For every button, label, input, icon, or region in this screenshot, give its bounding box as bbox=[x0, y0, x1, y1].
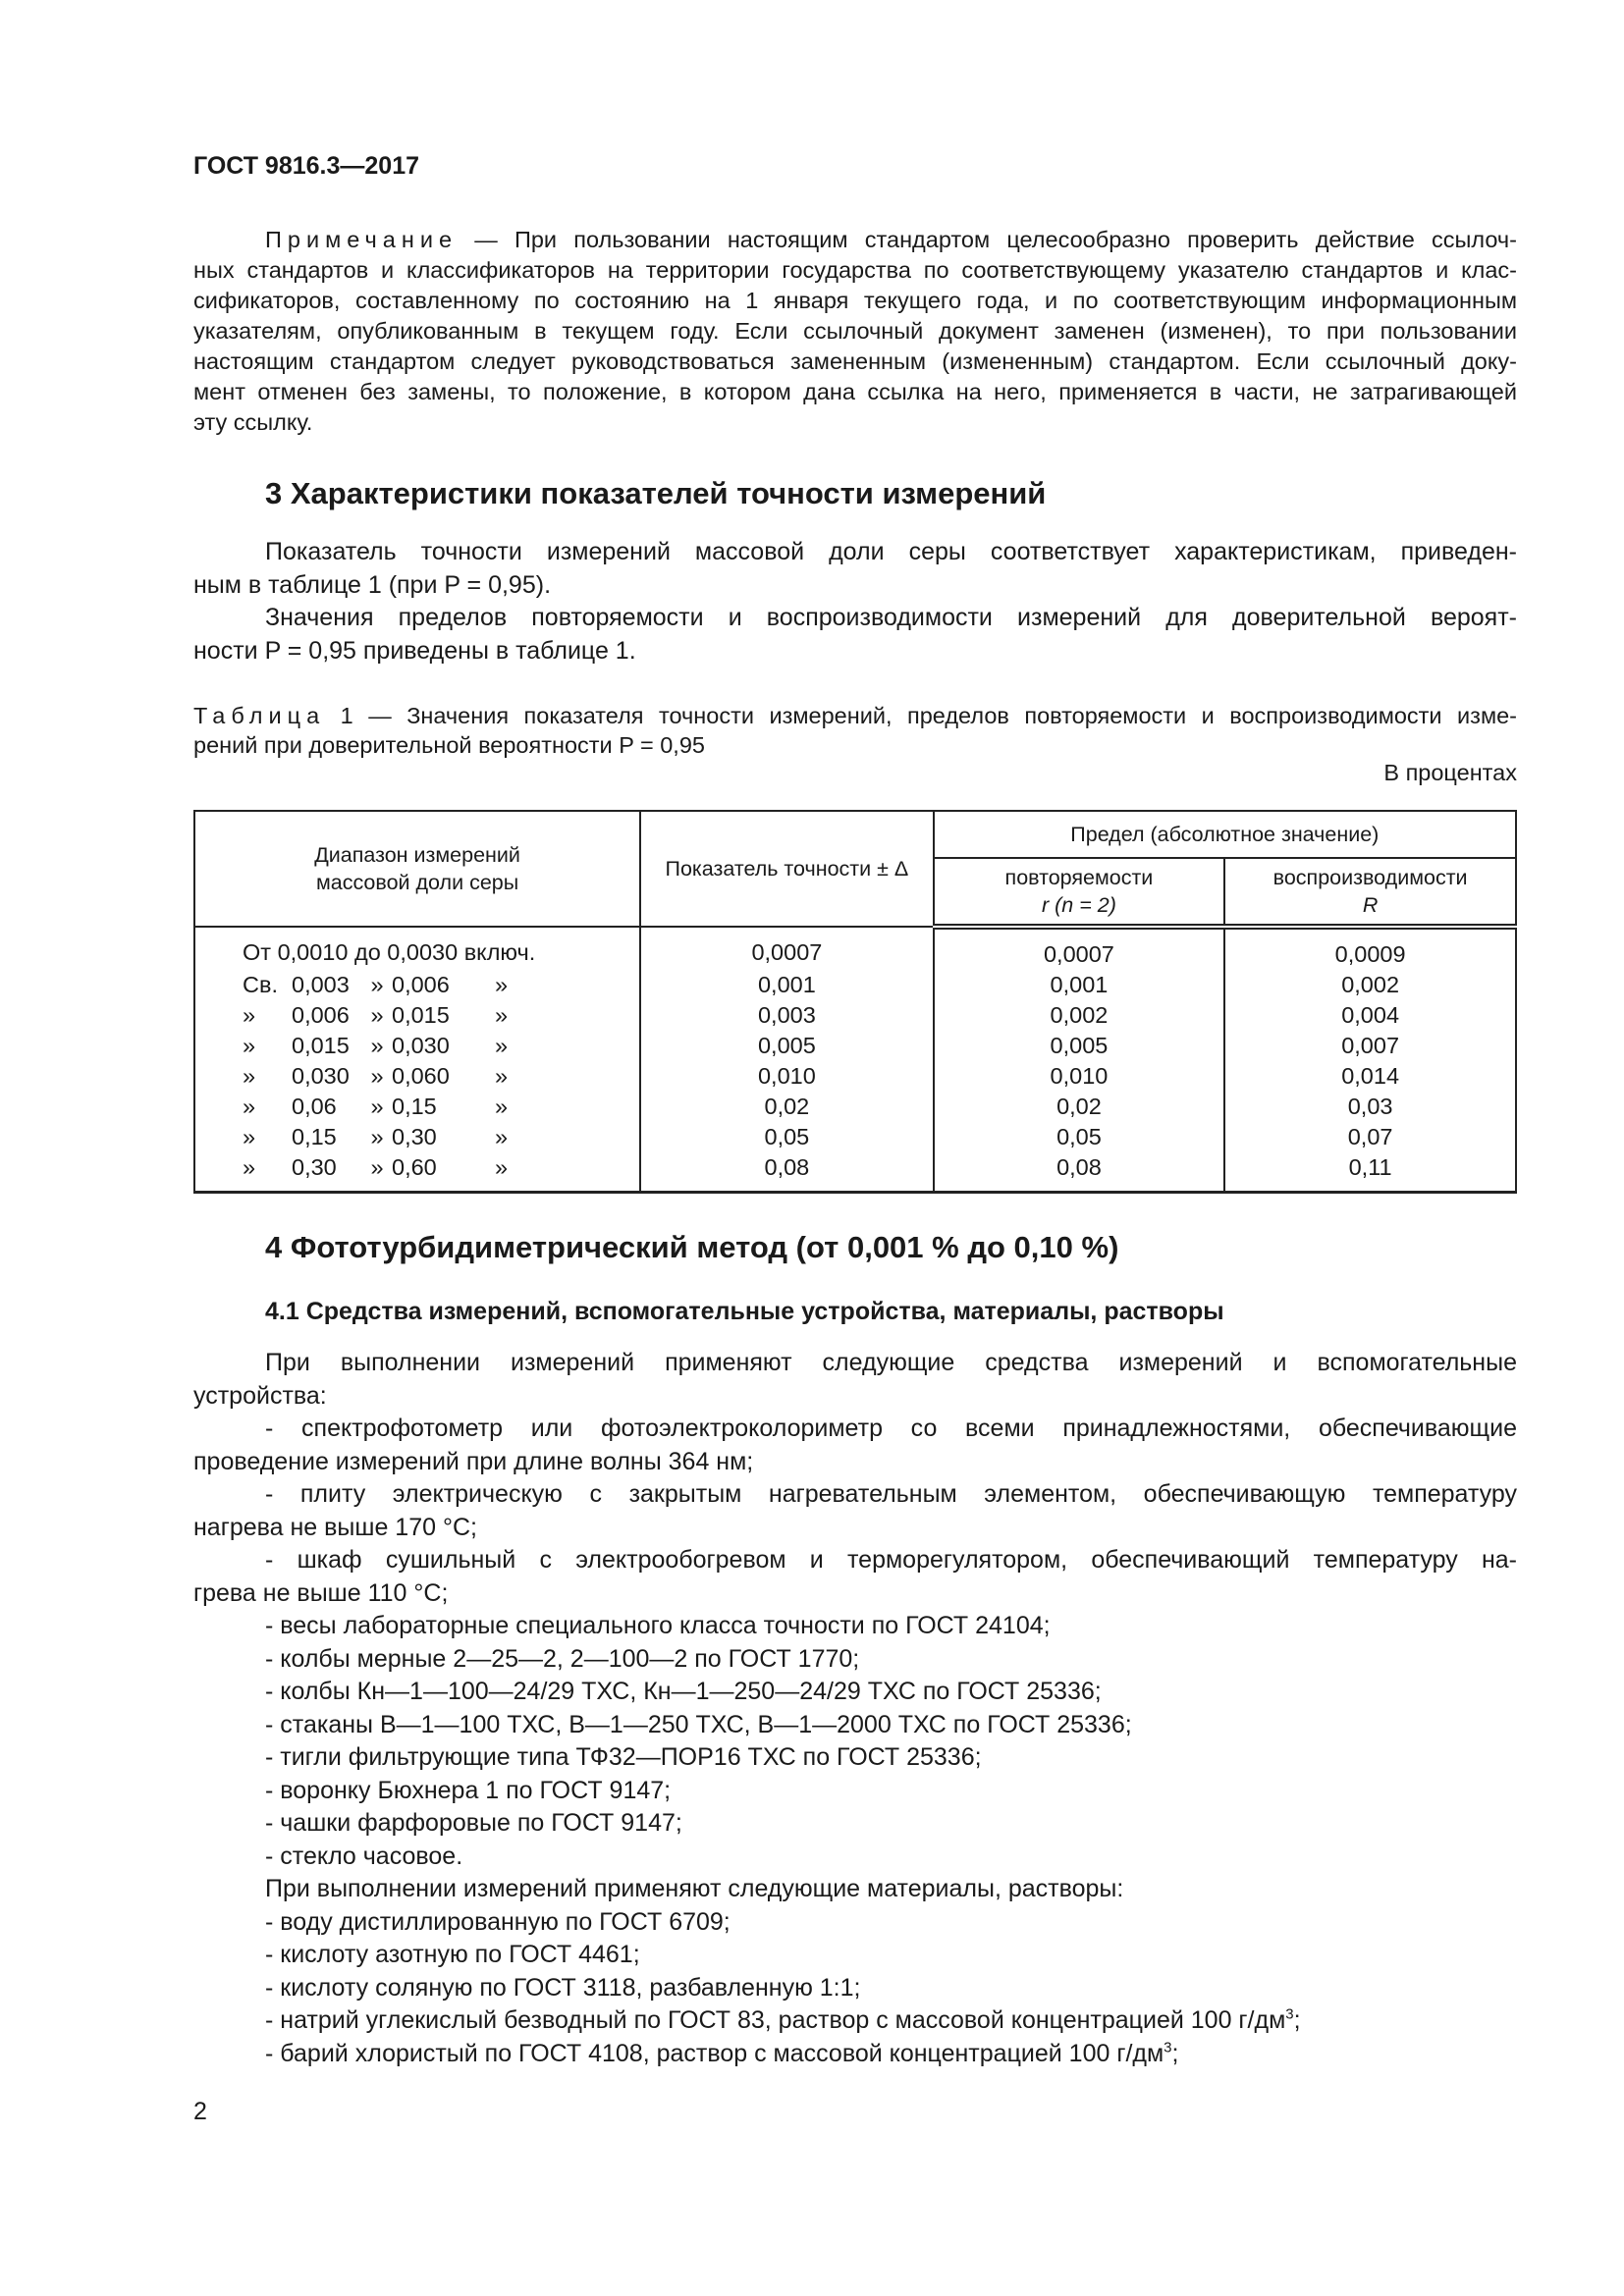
header-range: Диапазон измерений массовой доли серы bbox=[194, 811, 640, 927]
range-sep: » bbox=[370, 1154, 384, 1180]
range-pre: » bbox=[243, 1094, 256, 1119]
text-line bbox=[193, 2004, 1517, 2038]
header-reproducibility: воспроизводимости R bbox=[1224, 858, 1516, 927]
range-cell bbox=[194, 1152, 640, 1193]
table-caption bbox=[193, 701, 1517, 760]
range-to: 0,015 bbox=[392, 1002, 450, 1028]
line-text: - кислоту азотную по ГОСТ 4461; bbox=[265, 1941, 640, 1968]
range-cell bbox=[194, 970, 640, 1000]
range-pre: » bbox=[243, 1124, 256, 1149]
table-row bbox=[194, 1061, 1516, 1092]
range-sep: » bbox=[370, 1063, 384, 1089]
text-line bbox=[193, 1347, 1517, 1380]
accuracy-cell: 0,05 bbox=[640, 1122, 933, 1152]
repeatability-cell: 0,05 bbox=[934, 1122, 1225, 1152]
range-from: 0,015 bbox=[292, 1033, 350, 1058]
accuracy-table bbox=[193, 810, 1517, 1194]
range-from: 0,030 bbox=[292, 1063, 350, 1089]
text-line bbox=[193, 255, 1517, 286]
range-sep: » bbox=[370, 972, 384, 997]
reproducibility-cell: 0,07 bbox=[1224, 1122, 1516, 1152]
range-from: 0,006 bbox=[292, 1002, 350, 1028]
line-text: Показатель точности измерений массовой доли серы соответствует характеристикам, приведен- bbox=[265, 538, 1517, 565]
table-row bbox=[194, 1031, 1516, 1061]
accuracy-cell: 0,001 bbox=[640, 970, 933, 1000]
text-line bbox=[193, 1446, 1517, 1479]
line-text: ных стандартов и классификаторов на территории государства по соответствующему указателю стандартов и клас- bbox=[193, 257, 1517, 283]
line-text: — При пользовании настоящим стандартом целесообразно проверить действие ссылоч- bbox=[458, 227, 1517, 252]
superscript: 3 bbox=[1285, 2005, 1294, 2023]
range-sep: » bbox=[370, 1033, 384, 1058]
note-label: Примечание bbox=[265, 227, 459, 252]
text-line bbox=[193, 347, 1517, 377]
line-text: указателям, опубликованным в текущем году. Если ссылочный документ заменен (изменен), то при пользовании bbox=[193, 318, 1517, 344]
line-text: - чашки фарфоровые по ГОСТ 9147; bbox=[265, 1809, 682, 1837]
repeatability-cell: 0,010 bbox=[934, 1061, 1225, 1092]
note-block bbox=[193, 225, 1517, 438]
line-text: настоящим стандартом следует руководствоваться замененным (измененным) стандартом. Если ссылочный доку- bbox=[193, 348, 1517, 374]
caption-line bbox=[193, 701, 1517, 730]
repeatability-cell: 0,02 bbox=[934, 1092, 1225, 1122]
text-line bbox=[193, 1380, 1517, 1414]
accuracy-cell: 0,02 bbox=[640, 1092, 933, 1122]
repeatability-cell: 0,08 bbox=[934, 1152, 1225, 1193]
line-text: сификаторов, составленному по состоянию на 1 января текущего года, и по соответствующим информационным bbox=[193, 288, 1517, 313]
accuracy-cell: 0,0007 bbox=[640, 927, 933, 970]
range-cell bbox=[194, 1122, 640, 1152]
document-header: ГОСТ 9816.3—2017 bbox=[193, 152, 420, 180]
line-text: грева не выше 110 °С; bbox=[193, 1578, 449, 1607]
line-text: - плиту электрическую с закрытым нагревательным элементом, обеспечивающую температуру bbox=[265, 1480, 1517, 1508]
superscript: 3 bbox=[1164, 2039, 1172, 2056]
section-3-body bbox=[193, 536, 1517, 667]
table-row bbox=[194, 1000, 1516, 1031]
range-cell bbox=[194, 1031, 640, 1061]
line-text: Значения пределов повторяемости и воспроизводимости измерений для доверительной вероят- bbox=[265, 604, 1517, 631]
table-row bbox=[194, 1122, 1516, 1152]
text-line bbox=[193, 1906, 1517, 1940]
repeatability-cell: 0,0007 bbox=[934, 927, 1225, 970]
table-row bbox=[194, 1092, 1516, 1122]
section-3-heading: 3 Характеристики показателей точности измерений bbox=[265, 476, 1047, 510]
range-to: 0,030 bbox=[392, 1033, 450, 1058]
range-to: 0,15 bbox=[392, 1094, 437, 1119]
line-text: устройства: bbox=[193, 1381, 327, 1410]
text-line bbox=[193, 1643, 1517, 1677]
line-text: - кислоту соляную по ГОСТ 3118, разбавленную 1:1; bbox=[265, 1973, 861, 2002]
line-text: проведение измерений при длине волны 364 нм; bbox=[193, 1447, 754, 1475]
text-line bbox=[193, 1741, 1517, 1775]
range-sep: » bbox=[370, 1124, 384, 1149]
line-text: - колбы Кн—1—100—24/29 ТХС, Кн—1—250—24/29 ТХС по ГОСТ 25336; bbox=[265, 1678, 1102, 1705]
text-line bbox=[193, 1841, 1517, 1874]
reproducibility-cell: 0,014 bbox=[1224, 1061, 1516, 1092]
reproducibility-cell: 0,002 bbox=[1224, 970, 1516, 1000]
line-text: мент отменен без замены, то положение, в котором дана ссылка на него, применяется в части, не затрагивающей bbox=[193, 379, 1517, 404]
range-cell bbox=[194, 927, 640, 970]
text-line bbox=[193, 536, 1517, 569]
text-line bbox=[193, 635, 1517, 668]
line-text: - барий хлористый по ГОСТ 4108, раствор с массовой концентрацией 100 г/дм bbox=[265, 2039, 1164, 2067]
caption-text: 1 — Значения показателя точности измерений, пределов повторяемости и воспроизводимости изме- bbox=[325, 703, 1517, 728]
text-line bbox=[193, 377, 1517, 407]
line-text: - воду дистиллированную по ГОСТ 6709; bbox=[265, 1907, 731, 1936]
line-text: При выполнении измерений применяют следующие материалы, растворы: bbox=[265, 1875, 1124, 1902]
range-pre: Св. bbox=[243, 972, 278, 997]
text-line bbox=[193, 1807, 1517, 1841]
section-4-1-body bbox=[193, 1347, 1517, 2070]
text-line bbox=[193, 225, 1517, 255]
accuracy-cell: 0,003 bbox=[640, 1000, 933, 1031]
line-text: эту ссылку. bbox=[193, 409, 313, 435]
text-line bbox=[193, 1873, 1517, 1906]
table-units: В процентах bbox=[1383, 760, 1517, 785]
line-tail: ; bbox=[1171, 2039, 1179, 2067]
text-line bbox=[193, 1478, 1517, 1512]
text-line bbox=[193, 1610, 1517, 1643]
reproducibility-cell: 0,004 bbox=[1224, 1000, 1516, 1031]
caption-line bbox=[193, 730, 1517, 760]
section-4-1-heading: 4.1 Средства измерений, вспомогательные устройства, материалы, растворы bbox=[265, 1298, 1224, 1325]
range-cell bbox=[194, 1092, 640, 1122]
range-suf: » bbox=[495, 1063, 509, 1089]
line-text: - спектрофотометр или фотоэлектроколориметр со всеми принадлежностями, обеспечивающие bbox=[265, 1415, 1517, 1442]
line-text: - стекло часовое. bbox=[265, 1842, 463, 1870]
text-line bbox=[193, 602, 1517, 635]
range-to: 0,060 bbox=[392, 1063, 450, 1089]
line-text: При выполнении измерений применяют следующие средства измерений и вспомогательные bbox=[265, 1349, 1517, 1376]
table-row bbox=[194, 1152, 1516, 1193]
accuracy-cell: 0,005 bbox=[640, 1031, 933, 1061]
line-text: - воронку Бюхнера 1 по ГОСТ 9147; bbox=[265, 1776, 672, 1804]
repeatability-cell: 0,001 bbox=[934, 970, 1225, 1000]
line-text: ности P = 0,95 приведены в таблице 1. bbox=[193, 636, 636, 665]
range-suf: » bbox=[495, 1124, 509, 1149]
line-text: - колбы мерные 2—25—2, 2—100—2 по ГОСТ 1770; bbox=[265, 1644, 860, 1673]
range-pre: » bbox=[243, 1154, 256, 1180]
repeatability-cell: 0,005 bbox=[934, 1031, 1225, 1061]
reproducibility-cell: 0,007 bbox=[1224, 1031, 1516, 1061]
repeatability-cell: 0,002 bbox=[934, 1000, 1225, 1031]
section-4-heading: 4 Фототурбидиметрический метод (от 0,001 % до 0,10 %) bbox=[265, 1230, 1119, 1264]
line-text: - шкаф сушильный с электрообогревом и терморегулятором, обеспечивающий температуру на- bbox=[265, 1546, 1517, 1574]
table-row bbox=[194, 927, 1516, 970]
reproducibility-cell: 0,0009 bbox=[1224, 927, 1516, 970]
range-suf: » bbox=[495, 1154, 509, 1180]
range-cell bbox=[194, 1000, 640, 1031]
table-row bbox=[194, 970, 1516, 1000]
range-to: 0,30 bbox=[392, 1124, 437, 1149]
reproducibility-cell: 0,11 bbox=[1224, 1152, 1516, 1193]
range-from: 0,06 bbox=[292, 1094, 337, 1119]
accuracy-cell: 0,08 bbox=[640, 1152, 933, 1193]
line-text: - натрий углекислый безводный по ГОСТ 83, раствор с массовой концентрацией 100 г/дм bbox=[265, 2006, 1286, 2034]
range-cell bbox=[194, 1061, 640, 1092]
caption-label: Таблица bbox=[193, 703, 326, 728]
range-suf: » bbox=[495, 1002, 509, 1028]
text-line bbox=[193, 1577, 1517, 1611]
range-from: 0,003 bbox=[292, 972, 350, 997]
accuracy-cell: 0,010 bbox=[640, 1061, 933, 1092]
text-line bbox=[193, 1544, 1517, 1577]
range-pre: » bbox=[243, 1002, 256, 1028]
text-line bbox=[193, 1709, 1517, 1742]
range-sep: » bbox=[370, 1002, 384, 1028]
text-line bbox=[193, 1676, 1517, 1709]
text-line bbox=[193, 1775, 1517, 1808]
range-to: 0,60 bbox=[392, 1154, 437, 1180]
line-text: - весы лабораторные специального класса точности по ГОСТ 24104; bbox=[265, 1612, 1051, 1639]
range-suf: » bbox=[495, 1033, 509, 1058]
page-number: 2 bbox=[193, 2098, 207, 2125]
range-to: 0,006 bbox=[392, 972, 450, 997]
range-suf: » bbox=[495, 972, 509, 997]
text-line bbox=[193, 407, 1517, 438]
range-text: От 0,0010 до 0,0030 включ. bbox=[243, 939, 536, 965]
header-limit-group: Предел (абсолютное значение) bbox=[934, 811, 1516, 858]
line-tail: ; bbox=[1293, 2006, 1301, 2034]
text-line bbox=[193, 1972, 1517, 2005]
text-line bbox=[193, 1939, 1517, 1972]
text-line bbox=[193, 1512, 1517, 1545]
caption-text: рений при доверительной вероятности P = 0,95 bbox=[193, 732, 705, 758]
line-text: - стаканы В—1—100 ТХС, В—1—250 ТХС, В—1—2000 ТХС по ГОСТ 25336; bbox=[265, 1710, 1132, 1738]
reproducibility-cell: 0,03 bbox=[1224, 1092, 1516, 1122]
line-text: ным в таблице 1 (при P = 0,95). bbox=[193, 570, 552, 599]
line-text: - тигли фильтрующие типа ТФ32—ПОР16 ТХС по ГОСТ 25336; bbox=[265, 1743, 982, 1771]
text-line bbox=[193, 569, 1517, 603]
range-suf: » bbox=[495, 1094, 509, 1119]
range-from: 0,15 bbox=[292, 1124, 337, 1149]
header-accuracy: Показатель точности ± Δ bbox=[640, 811, 933, 927]
range-pre: » bbox=[243, 1063, 256, 1089]
header-repeatability: повторяемости r (n = 2) bbox=[934, 858, 1225, 927]
range-pre: » bbox=[243, 1033, 256, 1058]
line-text: нагрева не выше 170 °С; bbox=[193, 1513, 477, 1541]
range-sep: » bbox=[370, 1094, 384, 1119]
text-line bbox=[193, 316, 1517, 347]
text-line bbox=[193, 2038, 1517, 2071]
range-from: 0,30 bbox=[292, 1154, 337, 1180]
text-line bbox=[193, 1413, 1517, 1446]
text-line bbox=[193, 286, 1517, 316]
